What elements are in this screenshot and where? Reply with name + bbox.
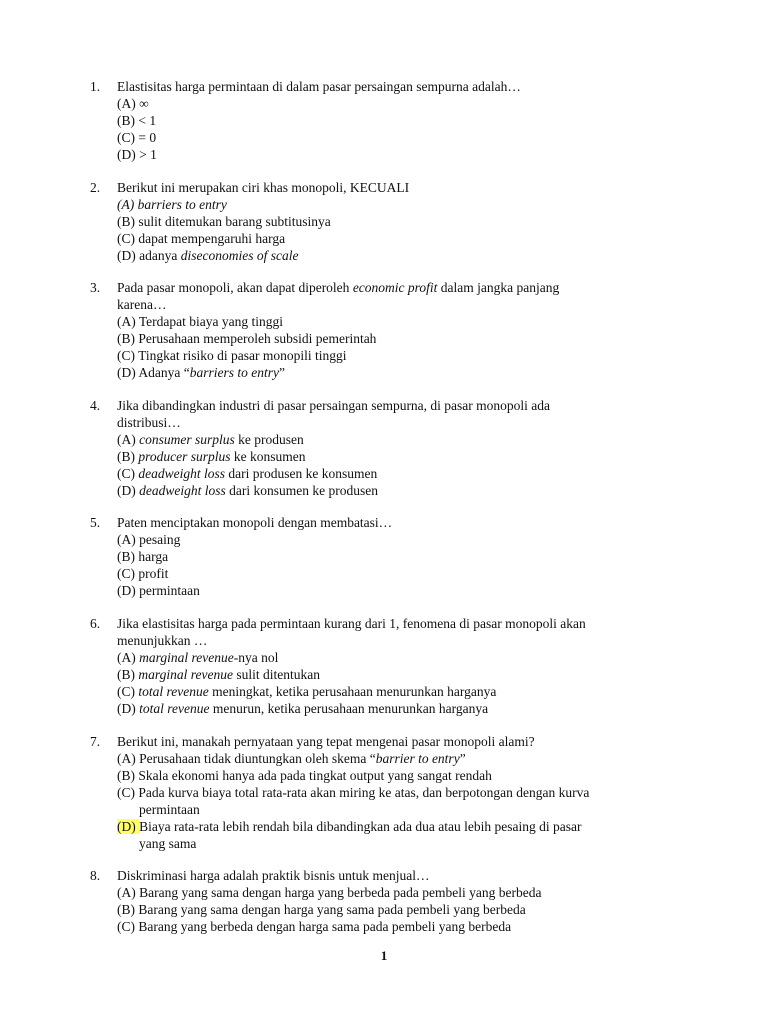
option-c: (C) dapat mempengaruhi harga bbox=[117, 231, 286, 246]
option-b: (B) harga bbox=[117, 549, 169, 564]
question-number: 2. bbox=[90, 180, 101, 195]
option-b: (B) producer surplus ke konsumen bbox=[117, 449, 306, 464]
option-c: (C) profit bbox=[117, 566, 169, 581]
option-b: (B) Skala ekonomi hanya ada pada tingkat output yang sangat rendah bbox=[117, 768, 492, 783]
question-text: Jika elastisitas harga pada permintaan kurang dari 1, fenomena di pasar monopoli akan bbox=[117, 616, 586, 631]
option-d: (D) permintaan bbox=[117, 583, 200, 598]
option-a: (A) consumer surplus ke produsen bbox=[117, 432, 304, 447]
option-d: (D) total revenue menurun, ketika perusahaan menurunkan harganya bbox=[117, 701, 489, 716]
answer-highlight: (D) bbox=[117, 819, 140, 834]
option-b: (B) marginal revenue sulit ditentukan bbox=[117, 667, 320, 682]
question-5 bbox=[90, 514, 690, 599]
question-text: Berikut ini, manakah pernyataan yang tepat mengenai pasar monopoli alami? bbox=[117, 734, 535, 749]
option-c: (C) Pada kurva biaya total rata-rata akan miring ke atas, dan berpotongan dengan kurva bbox=[117, 785, 590, 800]
question-number: 1. bbox=[90, 79, 101, 94]
question-text-cont: menunjukkan … bbox=[117, 633, 208, 648]
option-d: (D) > 1 bbox=[117, 147, 157, 162]
question-text: Pada pasar monopoli, akan dapat diperoleh economic profit dalam jangka panjang bbox=[117, 280, 560, 295]
question-8 bbox=[90, 867, 690, 935]
option-c: (C) = 0 bbox=[117, 130, 157, 145]
question-2 bbox=[90, 179, 690, 264]
question-number: 3. bbox=[90, 280, 101, 295]
question-text: Diskriminasi harga adalah praktik bisnis untuk menjual… bbox=[117, 868, 430, 883]
option-c: (C) total revenue meningkat, ketika perusahaan menurunkan harganya bbox=[117, 684, 497, 699]
option-a: (A) marginal revenue-nya nol bbox=[117, 650, 279, 665]
option-d-cont: yang sama bbox=[139, 836, 197, 851]
option-b: (B) Perusahaan memperoleh subsidi pemerintah bbox=[117, 331, 377, 346]
option-c: (C) Barang yang berbeda dengan harga sama pada pembeli yang berbeda bbox=[117, 919, 512, 934]
option-a: (A) Terdapat biaya yang tinggi bbox=[117, 314, 284, 329]
option-a: (A) Perusahaan tidak diuntungkan oleh skema “barrier to entry” bbox=[117, 751, 466, 766]
question-1 bbox=[90, 78, 690, 163]
question-text: Elastisitas harga permintaan di dalam pasar persaingan sempurna adalah… bbox=[117, 79, 521, 94]
option-a: (A) barriers to entry bbox=[117, 197, 227, 212]
question-number: 5. bbox=[90, 515, 101, 530]
option-d: (D) adanya diseconomies of scale bbox=[117, 248, 299, 263]
option-d: (D) deadweight loss dari konsumen ke produsen bbox=[117, 483, 378, 498]
question-text-cont: distribusi… bbox=[117, 415, 181, 430]
option-a: (A) Barang yang sama dengan harga yang berbeda pada pembeli yang berbeda bbox=[117, 885, 542, 900]
option-a: (A) pesaing bbox=[117, 532, 181, 547]
option-d-selected: (D) Biaya rata-rata lebih rendah bila dibandingkan ada dua atau lebih pesaing di pasar bbox=[117, 819, 582, 834]
question-number: 6. bbox=[90, 616, 101, 631]
question-7 bbox=[90, 733, 690, 852]
option-c: (C) deadweight loss dari produsen ke konsumen bbox=[117, 466, 378, 481]
question-text: Berikut ini merupakan ciri khas monopoli, KECUALI bbox=[117, 180, 410, 195]
option-b: (B) < 1 bbox=[117, 113, 157, 128]
question-number: 8. bbox=[90, 868, 101, 883]
question-text-cont: karena… bbox=[117, 297, 167, 312]
question-number: 4. bbox=[90, 398, 101, 413]
option-b: (B) Barang yang sama dengan harga yang sama pada pembeli yang berbeda bbox=[117, 902, 526, 917]
option-d: (D) Adanya “barriers to entry” bbox=[117, 365, 285, 380]
question-3 bbox=[90, 279, 690, 381]
question-text: Paten menciptakan monopoli dengan membatasi… bbox=[117, 515, 393, 530]
question-4 bbox=[90, 397, 690, 499]
question-text: Jika dibandingkan industri di pasar persaingan sempurna, di pasar monopoli ada bbox=[117, 398, 551, 413]
question-number: 7. bbox=[90, 734, 101, 749]
option-b: (B) sulit ditemukan barang subtitusinya bbox=[117, 214, 331, 229]
option-c: (C) Tingkat risiko di pasar monopili tinggi bbox=[117, 348, 347, 363]
option-a: (A) ∞ bbox=[117, 96, 149, 111]
page-number: 1 bbox=[380, 948, 388, 963]
question-6 bbox=[90, 615, 690, 717]
option-c-cont: permintaan bbox=[139, 802, 200, 817]
